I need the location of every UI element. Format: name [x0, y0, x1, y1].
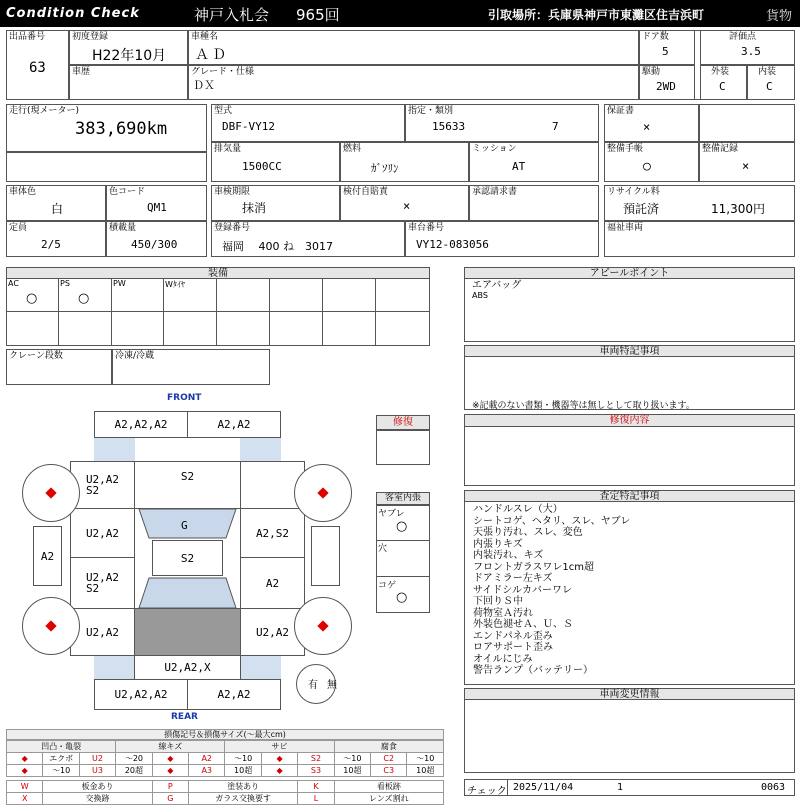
interior-ana: 穴: [378, 544, 388, 554]
auction-name: 神戸入札会: [194, 6, 270, 24]
panel-fr-door: A2,S2: [240, 508, 305, 558]
panel-rear-bumper-left: U2,A2,A2: [94, 679, 188, 710]
welfare-cell: 福祉車両: [604, 221, 795, 257]
legend-corrosion: 腐食: [334, 741, 443, 753]
first-reg-value: H22年10月: [92, 48, 167, 64]
capacity-cell: 定員 2/5: [6, 221, 106, 257]
fridge-cell: 冷凍/冷蔵: [112, 349, 270, 385]
mileage-cell: 走行(現メーター) 383,690km: [6, 104, 207, 152]
panel-hood: S2: [134, 461, 241, 509]
legend: 損傷記号＆損傷サイズ(〜最大cm) 凹凸・亀裂 線キズ サビ 腐食 ◆ エクボ U2 〜20 ◆ A2 〜10 ◆ S2 〜10 C2 〜10 ◆ 〜10 U3 20超 ◆ A3 10超 ◆ S3 10超 C3 10超 W 板金あり P 塗装あり K 看板跡 X 交換跡 G ガラス交換要す L レンズ割れ: [6, 729, 444, 805]
auction-number: 965回: [296, 6, 340, 24]
model-name-value: ＡＤ: [195, 47, 229, 63]
category: 貨物: [766, 9, 793, 24]
repair-box-title: 修復: [376, 415, 430, 430]
crane-cell: クレーン段数: [6, 349, 112, 385]
special-box: [464, 356, 795, 410]
inspect-line: エンドパネル歪み: [473, 630, 553, 642]
approval-cell: 承認請求書: [469, 185, 599, 221]
lot-cell: 出品番号 63: [6, 30, 69, 100]
legend-title: 損傷記号＆損傷サイズ(〜最大cm): [6, 729, 444, 740]
reg-cell: 登録番号 福岡 400 ね 3017: [211, 221, 405, 257]
fr-corner: [240, 437, 281, 462]
equip-ps-value: ○: [78, 291, 90, 306]
inspection-cell: 車検期限 抹消: [211, 185, 340, 221]
inspect-line: ハンドルスレ（大）: [473, 504, 563, 515]
repair-box-right: [464, 426, 795, 486]
tire-rear-right: [294, 597, 352, 655]
change-box: [464, 699, 795, 773]
recycle-cell: リサイクル料 預託済 11,300円: [604, 185, 795, 221]
equip-ac-value: ○: [26, 291, 38, 306]
panel-rl-quarter: U2,A2: [70, 608, 135, 656]
panel-cargo: [134, 608, 241, 656]
warranty-cell: 保証書 ×: [604, 104, 699, 142]
appeal-box: [464, 278, 795, 342]
panel-rr-door: A2: [240, 557, 305, 609]
color-code-cell: 色コード QM1: [106, 185, 207, 221]
pickup-location: 引取場所：兵庫県神戸市東灘区住吉浜町: [488, 8, 705, 22]
int-cell: 内装 C: [747, 65, 795, 100]
special-title: 車両特記事項: [464, 345, 795, 357]
front-label: FRONT: [167, 393, 202, 403]
panel-rear-gate: U2,A2,X: [134, 655, 241, 680]
inspect-line: ロアサポート歪み: [473, 642, 553, 653]
check-label: チェック: [467, 786, 507, 797]
inspect-line: 警告ランプ（バッテリー）: [473, 665, 593, 676]
rl-corner: [94, 655, 135, 680]
inspect-title: 査定特記事項: [464, 490, 795, 502]
appeal-line: エアバッグ: [472, 280, 522, 291]
insurance-cell: 検付自賠責 ×: [340, 185, 469, 221]
panel-fl-fender: U2,A2 S2: [70, 461, 135, 509]
panel-rear-bumper-right: A2,A2: [187, 679, 281, 710]
footer-bar: [464, 779, 795, 796]
maint-cell: 整備記録 ×: [699, 142, 795, 182]
panel-rl-door: U2,A2 S2: [70, 557, 135, 609]
model-cell: 型式 DBF-VY12: [211, 104, 405, 142]
repair-title: 修復内容: [464, 414, 795, 427]
history-cell: 車歴: [69, 65, 188, 100]
interior-koge-val: ○: [396, 590, 408, 605]
tire-rear-left: [22, 597, 80, 655]
tire-front-left: [22, 464, 80, 522]
inspect-box: [464, 501, 795, 685]
inspect-line: 天張り汚れ、スレ、変色: [473, 527, 583, 538]
appeal-line: ABS: [472, 291, 488, 300]
lot-number: 63: [29, 60, 46, 76]
legend-scratch: 線キズ: [116, 741, 225, 753]
mileage-value: 383,690km: [75, 119, 168, 139]
chassis-cell: 車台番号 VY12-083056: [405, 221, 599, 257]
panel-roof: S2: [152, 540, 223, 576]
inspect-line: 内張りキズ: [473, 538, 523, 550]
equip-ps-label: PS: [60, 279, 70, 288]
mileage-blank: [6, 152, 207, 182]
grade-cell: グレード・仕様 ＤＸ: [188, 65, 639, 100]
check-num1: 1: [617, 782, 624, 793]
legend-dent: 凹凸・亀裂: [7, 741, 116, 753]
spare-yes: 有: [308, 680, 318, 691]
appeal-title: アピールポイント: [464, 267, 795, 279]
equip-ac-label: AC: [8, 279, 19, 288]
panel-rr-quarter: U2,A2: [240, 608, 305, 656]
panel-fl-door: U2,A2: [70, 508, 135, 558]
fuel-cell: 燃料 ｶﾞｿﾘﾝ: [340, 142, 469, 182]
interior-title: 客室内張: [376, 492, 430, 505]
first-reg-cell: 初度登録 H22年10月: [69, 30, 188, 65]
doors-cell: ドア数 5: [639, 30, 695, 65]
legend-rust: サビ: [225, 741, 334, 753]
inspect-line: 下回りＳ中: [473, 596, 523, 607]
grade-value: ＤＸ: [193, 79, 215, 92]
body-color-cell: 車体色 白: [6, 185, 106, 221]
spare-no: 無: [327, 680, 337, 691]
inspect-line: 内装汚れ、キズ: [473, 550, 544, 561]
check-date: 2025/11/04: [513, 782, 574, 793]
inspect-line: 荷物室Ａ汚れ: [473, 607, 533, 619]
drive-cell: 駆動 2WD: [639, 65, 695, 100]
equipment-title: 装備: [6, 267, 430, 279]
repair-box: [376, 430, 430, 465]
equip-wtire-label: Wﾀｲﾔ: [165, 280, 185, 289]
load-cell: 積載量 450/300: [106, 221, 207, 257]
change-title: 車両変更情報: [464, 688, 795, 700]
fl-corner: [94, 437, 135, 462]
panel-front-bumper-left: A2,A2,A2: [94, 411, 188, 438]
warranty-blank: [699, 104, 795, 142]
rear-label: REAR: [171, 712, 198, 722]
tire-front-right: [294, 464, 352, 522]
designation-cell: 指定・類別 15633 7: [405, 104, 599, 142]
interior-koge: コゲ: [378, 581, 397, 591]
check-num2: 0063: [761, 782, 786, 793]
left-mirror-panel: A2: [33, 526, 62, 586]
manual-cell: 整備手帳 ○: [604, 142, 699, 182]
header-bar: [0, 0, 800, 27]
inspect-line: シートコゲ、ヘタリ、スレ、ヤブレ: [473, 515, 631, 527]
panel-windshield: G: [181, 519, 188, 532]
special-note: ※記載のない書類・機器等は無しとして取り扱います。: [472, 401, 695, 411]
right-mirror-panel: [311, 526, 340, 586]
inspect-line: サイドシルカバーワレ: [473, 584, 573, 596]
panel-front-bumper-right: A2,A2: [187, 411, 281, 438]
interior-yabure-val: ○: [396, 519, 408, 534]
score-cell: 評価点 3.5: [700, 30, 795, 65]
interior-yabure: ヤブレ: [378, 509, 405, 519]
rr-corner: [240, 655, 281, 680]
displacement-cell: 排気量 1500CC: [211, 142, 340, 182]
inspect-line: オイルにじみ: [473, 653, 533, 665]
mission-cell: ミッション AT: [469, 142, 599, 182]
model-name-cell: 車種名 ＡＤ: [188, 30, 639, 65]
ext-cell: 外装 C: [700, 65, 747, 100]
inspect-line: ドアミラー左キズ: [473, 573, 553, 584]
logo-text: Condition Check: [6, 6, 140, 21]
inspect-line: フロントガラスワレ1cm超: [473, 561, 595, 573]
inspect-line: 外装色褪せＡ、Ｕ、Ｓ: [473, 619, 573, 630]
equip-pw-label: PW: [113, 279, 126, 288]
